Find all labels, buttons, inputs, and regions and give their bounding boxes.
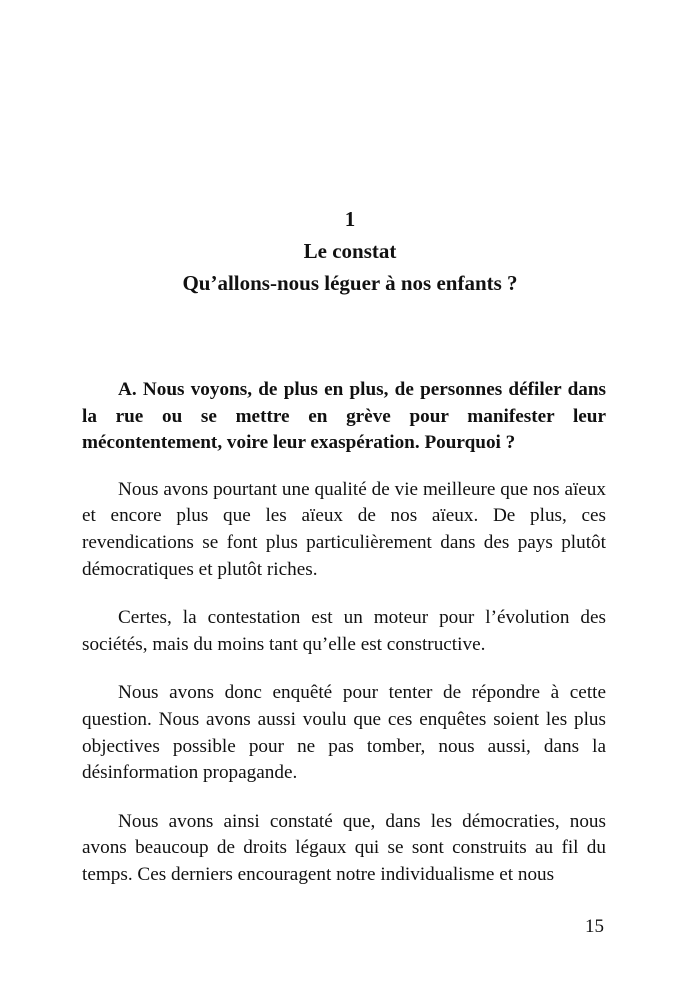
body-text <box>82 377 606 911</box>
chapter-number: 1 <box>344 207 356 231</box>
chapter-subtitle: Qu’allons-nous léguer à nos enfants ? <box>182 271 518 295</box>
paragraph: Nous avons pourtant une qualité de vie meilleure que nos aïeux et encore plus que les aïeux de nos aïeux. De plus, ces revendications se font plus particulièrement dans des pays plutôt démocratiques et plutôt riches. <box>82 478 606 580</box>
paragraph: Certes, la contestation est un moteur pour l’évolution des sociétés, mais du moins tant qu’elle est constructive. <box>82 607 606 655</box>
paragraph: Nous avons donc enquêté pour tenter de répondre à cette question. Nous avons aussi voulu que ces enquêtes soient les plus objectives possible pour ne pas tomber, nous aussi, dans la désinformation propagande. <box>82 682 606 784</box>
chapter-title: Le constat <box>303 239 397 263</box>
chapter-heading <box>0 203 700 299</box>
paragraph: Nous avons ainsi constaté que, dans les démocraties, nous avons beaucoup de droits légaux qui se sont construits au fil du temps. Ces derniers encouragent notre individualisme et nous <box>82 810 606 885</box>
page-number: 15 <box>585 916 604 937</box>
paragraph-lead: A. Nous voyons, de plus en plus, de personnes défiler dans la rue ou se mettre en grève pour manifester leur mécontentement, voire leur exaspération. Pourquoi ? <box>82 379 606 454</box>
